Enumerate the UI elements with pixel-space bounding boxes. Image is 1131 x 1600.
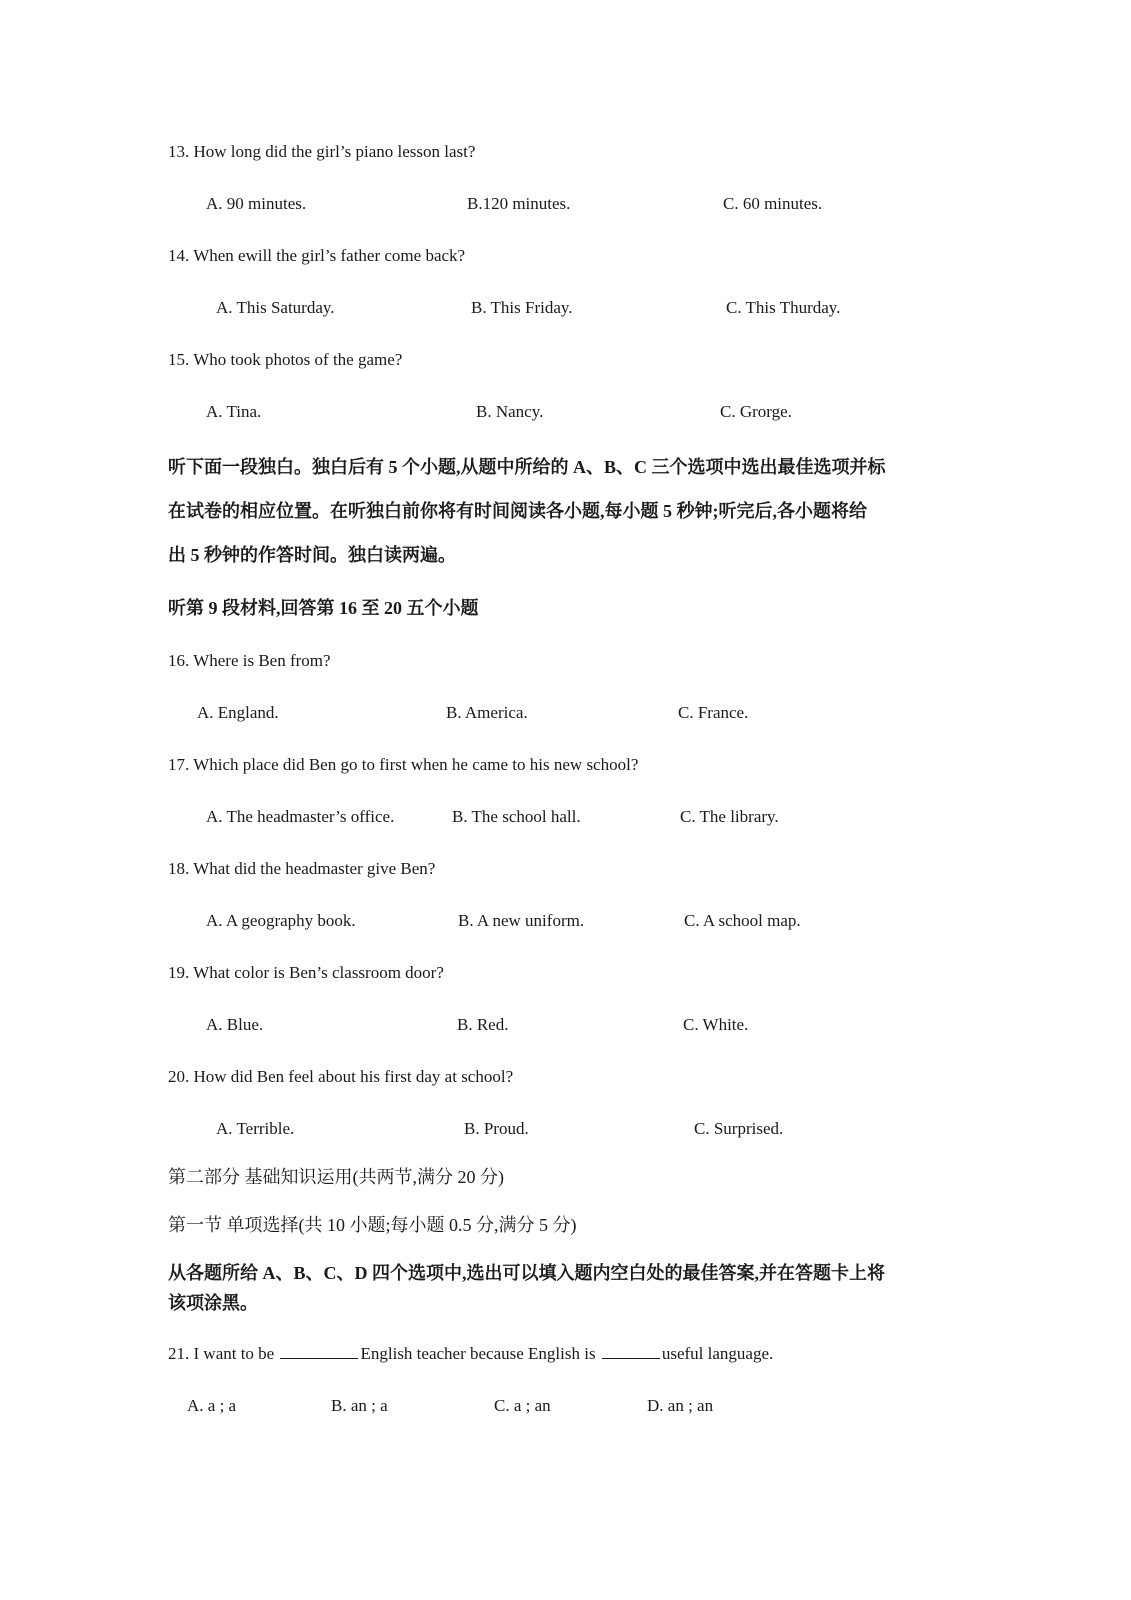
question-21-option-a: A. a ; a [187, 1396, 237, 1415]
question-14-stem: 14. When ewill the girl’s father come back? [168, 246, 466, 265]
question-17-option-b: B. The school hall. [452, 807, 581, 826]
monologue-instructions-line-1: 听下面一段独白。独白后有 5 个小题,从题中所给的 A、B、C 三个选项中选出最佳选项并标 [168, 457, 886, 477]
question-21-option-c: C. a ; an [494, 1396, 551, 1415]
answer-blank-2 [602, 1357, 660, 1359]
question-14-option-c: C. This Thurday. [726, 298, 841, 317]
question-16-stem: 16. Where is Ben from? [168, 651, 331, 670]
question-20-option-a: A. Terrible. [216, 1119, 295, 1138]
material-9-heading: 听第 9 段材料,回答第 16 至 20 五个小题 [168, 598, 479, 618]
question-21-option-d: D. an ; an [647, 1396, 714, 1415]
question-19-stem: 19. What color is Ben’s classroom door? [168, 963, 444, 982]
question-20-stem: 20. How did Ben feel about his first day at school? [168, 1067, 514, 1086]
question-13-option-a: A. 90 minutes. [206, 194, 307, 213]
question-16-option-b: B. America. [446, 703, 528, 722]
question-15-option-c: C. Grorge. [720, 402, 792, 421]
question-13-option-c: C. 60 minutes. [723, 194, 823, 213]
part-2-heading: 第二部分 基础知识运用(共两节,满分 20 分) [168, 1167, 504, 1187]
question-17-option-c: C. The library. [680, 807, 779, 826]
question-16-option-a: A. England. [197, 703, 279, 722]
question-19-option-b: B. Red. [457, 1015, 509, 1034]
question-21-stem [168, 1345, 773, 1362]
question-17-stem: 17. Which place did Ben go to first when he came to his new school? [168, 755, 639, 774]
section-1-instructions-line-1: 从各题所给 A、B、C、D 四个选项中,选出可以填入题内空白处的最佳答案,并在答题卡上将 [168, 1263, 885, 1283]
question-21-stem-part-2: English teacher because English is [360, 1344, 596, 1363]
question-18-stem: 18. What did the headmaster give Ben? [168, 859, 436, 878]
question-14-option-b: B. This Friday. [471, 298, 573, 317]
question-13-option-b: B.120 minutes. [467, 194, 571, 213]
question-14-option-a: A. This Saturday. [216, 298, 335, 317]
question-20-option-b: B. Proud. [464, 1119, 529, 1138]
question-15-option-b: B. Nancy. [476, 402, 544, 421]
question-18-option-b: B. A new uniform. [458, 911, 585, 930]
question-21-stem-part-3: useful language. [661, 1344, 774, 1363]
question-13-stem: 13. How long did the girl’s piano lesson last? [168, 142, 476, 161]
section-1-instructions-line-2: 该项涂黑。 [168, 1293, 258, 1313]
question-20-option-c: C. Surprised. [694, 1119, 784, 1138]
question-18-option-a: A. A geography book. [206, 911, 356, 930]
question-21-option-b: B. an ; a [331, 1396, 388, 1415]
question-19-option-c: C. White. [683, 1015, 749, 1034]
monologue-instructions-line-2: 在试卷的相应位置。在听独白前你将有时间阅读各小题,每小题 5 秒钟;听完后,各小题将给 [168, 501, 867, 521]
question-18-option-c: C. A school map. [684, 911, 801, 930]
answer-blank-1 [280, 1357, 358, 1359]
question-15-stem: 15. Who took photos of the game? [168, 350, 403, 369]
monologue-instructions-line-3: 出 5 秒钟的作答时间。独白读两遍。 [168, 545, 456, 565]
question-21-stem-part-1: 21. I want to be [168, 1344, 275, 1363]
question-16-option-c: C. France. [678, 703, 749, 722]
question-17-option-a: A. The headmaster’s office. [206, 807, 395, 826]
question-15-option-a: A. Tina. [206, 402, 262, 421]
question-19-option-a: A. Blue. [206, 1015, 264, 1034]
section-1-heading: 第一节 单项选择(共 10 小题;每小题 0.5 分,满分 5 分) [168, 1215, 577, 1235]
